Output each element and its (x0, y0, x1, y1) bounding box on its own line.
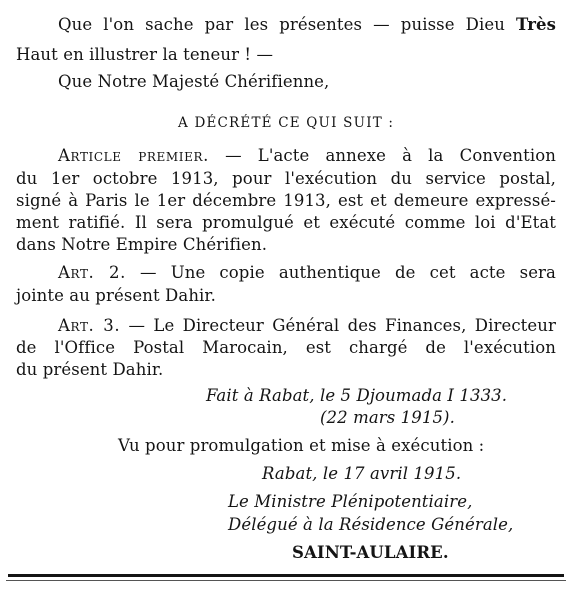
minister-title: Le Ministre Plénipotentiaire, (228, 492, 473, 511)
delegate-title: Délégué à la Résidence Générale, (228, 515, 514, 534)
intro-line-3: Que Notre Majesté Chérifienne, (58, 72, 330, 91)
article1-line-1 (58, 145, 556, 167)
article3-line-3: du présent Dahir. (16, 360, 164, 379)
article1-line-5: dans Notre Empire Chérifien. (16, 235, 268, 254)
article1-label: Article premier. (58, 146, 209, 165)
article1-line-1-rest: — L'acte annexe à la Convention (208, 146, 556, 165)
closing-rule (8, 574, 564, 577)
promulgation-line: Vu pour promulgation et mise à exécution : (118, 436, 485, 455)
article3-line-1 (58, 315, 556, 337)
intro-line-1 (58, 14, 556, 36)
article2-line-1 (58, 262, 556, 284)
article1-line-2: du 1er octobre 1913, pour l'exécution du service postal, (16, 169, 556, 188)
intro-line-1-text: Que l'on sache par les présentes — puisse Dieu (58, 15, 517, 34)
place-date: Fait à Rabat, le 5 Djoumada I 1333. (206, 386, 508, 405)
signatory-name: SAINT-AULAIRE. (292, 543, 449, 562)
gregorian-date: (22 mars 1915). (320, 408, 455, 427)
promulgation-date: Rabat, le 17 avril 1915. (262, 464, 462, 483)
decree-heading: A DÉCRÉTÉ CE QUI SUIT : (178, 115, 395, 131)
article1-line-4: ment ratifié. Il sera promulgué et exécuté comme loi d'Etat (16, 213, 556, 232)
article2-line-2: jointe au présent Dahir. (16, 286, 216, 305)
article3-line-2: de l'Office Postal Marocain, est chargé de l'exécution (16, 338, 556, 357)
article3-label: Art. 3. (58, 316, 121, 335)
article1-line-3: signé à Paris le 1er décembre 1913, est et demeure expressé- (16, 191, 556, 210)
closing-rule-thin (6, 580, 566, 581)
article3-line-1-rest: — Le Directeur Général des Finances, Directeur (120, 316, 556, 335)
article2-line-1-rest: — Une copie authentique de cet acte sera (125, 263, 556, 282)
intro-line-1-bold: Très (516, 15, 556, 34)
intro-line-2: Haut en illustrer la teneur ! — (16, 45, 274, 64)
article2-label: Art. 2. (58, 263, 126, 282)
